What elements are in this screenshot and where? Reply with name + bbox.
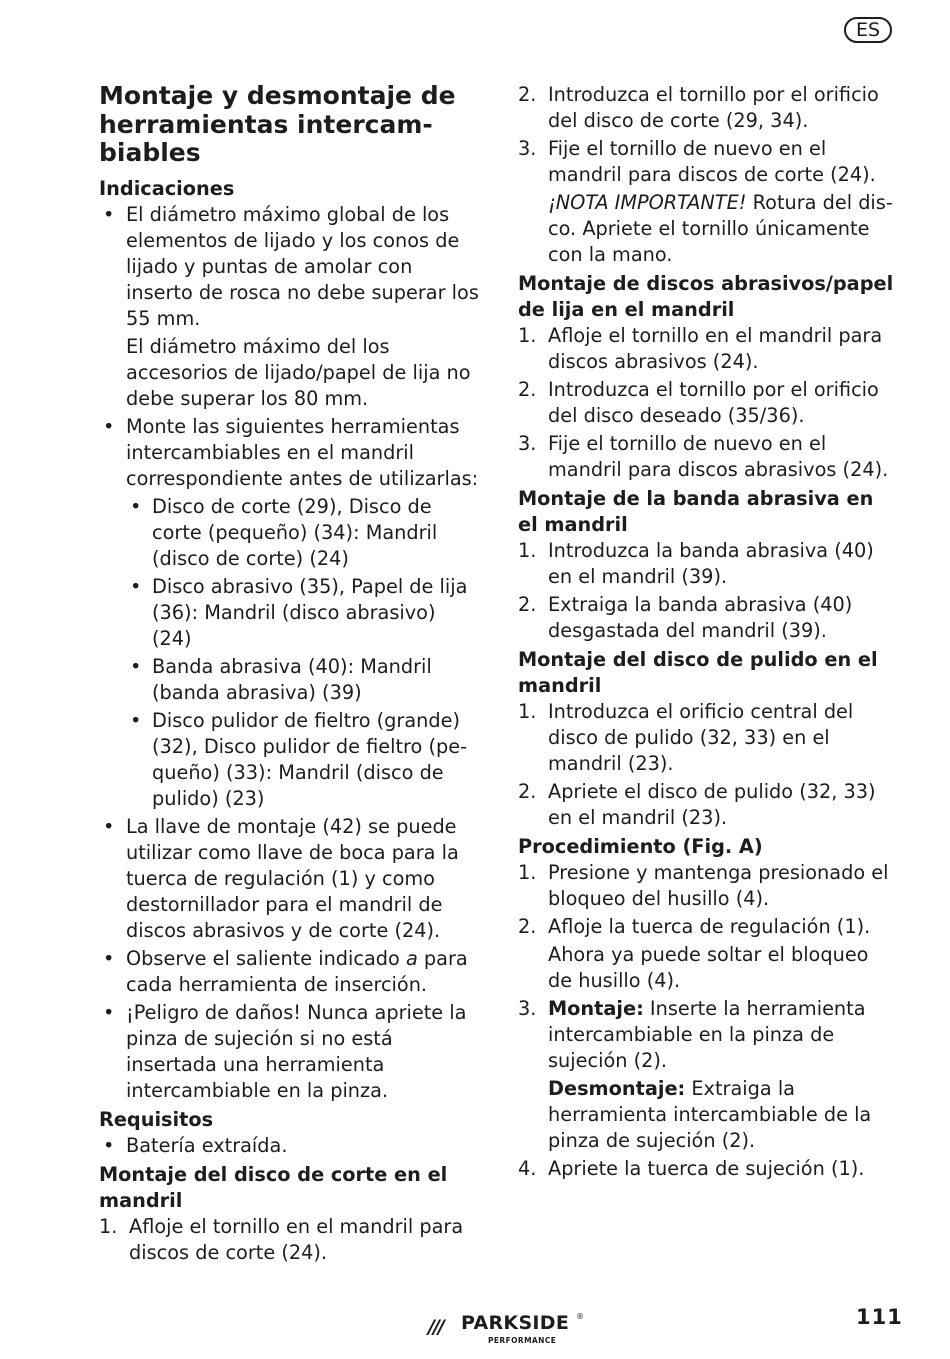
step-item: 3. Fije el tornillo de nuevo en el mandril para discos de corte (24). ¡NOTA IMPORTANTE! Rotura del disco. Apriete el tornillo únicamente con la mano.: [518, 136, 898, 268]
step-number: 1.: [518, 861, 537, 884]
step-continuation: Ahora ya puede soltar el bloqueo de husillo (4).: [548, 943, 869, 992]
step-item: 4. Apriete la tuerca de sujeción (1).: [518, 1157, 865, 1180]
list-item: • Batería extraída.: [99, 1133, 479, 1159]
list-item: • Observe el saliente indicado a para cada herramienta de inserción.: [99, 946, 479, 998]
left-column: [99, 82, 479, 1268]
abrasivos-steps: [518, 323, 898, 483]
step-item: 1. Introduzca el orificio central del disco de pulido (32, 33) en el mandril (23).: [518, 700, 854, 775]
step-number: 2.: [518, 378, 537, 401]
step-item: 2. Extraiga la banda abrasiva (40) desgastada del mandril (39).: [518, 593, 853, 642]
brand-name: PARKSIDE: [461, 1312, 570, 1334]
list-item: • Monte las siguientes herramientas intercambiables en el mandril correspondiente antes de utilizarlas: • Disco de corte (29), Disco de corte (pequeño) (34): Mandril (disco de corte) (24) • Disco abrasivo (35), Papel de lija (36): Mandril (disco abrasivo) (24) • Banda abrasiva (40): Mandril (banda abrasiva) (39) • Disco pulidor de fieltro (grande) (32), Disco pulidor de fieltro (pequeño) (33): Mandril (disco de pulido) (23): [99, 414, 479, 812]
step-number: 1.: [518, 324, 537, 347]
brand-slashes-icon: ///: [428, 1316, 443, 1338]
corte-steps: [99, 1214, 479, 1266]
page-number: 111: [856, 1305, 903, 1329]
sub-list-item: • Banda abrasiva (40): Mandril (banda abrasiva) (39): [126, 654, 479, 706]
step-number: 2.: [518, 780, 537, 803]
step-number: 4.: [518, 1157, 537, 1180]
brand-subline: PERFORMANCE: [488, 1336, 557, 1345]
montaje-label: Montaje:: [548, 997, 644, 1020]
step-item: 2. Apriete el disco de pulido (32, 33) en el mandril (23).: [518, 780, 876, 829]
language-badge: ES: [844, 17, 892, 43]
step-item: 2. Introduzca el tornillo por el orificio del disco deseado (35/36).: [518, 378, 879, 427]
banda-heading: Montaje de la banda abrasiva en el mandril: [518, 487, 874, 536]
step-number: 2.: [518, 593, 537, 616]
step-number: 3.: [518, 137, 537, 160]
parkside-logo: [428, 1312, 588, 1348]
procedimiento-steps: [518, 860, 898, 1182]
indicaciones-list: [99, 202, 479, 1104]
section-title: Montaje y desmontaje de herramientas intercambiables: [99, 81, 456, 167]
tool-mandrel-list: [126, 494, 479, 812]
step-item: 1. Afloje el tornillo en el mandril para discos abrasivos (24).: [518, 324, 883, 373]
requisitos-list: [99, 1133, 479, 1159]
procedimiento-heading: Procedimiento (Fig. A): [518, 835, 763, 858]
step-continuation: Desmontaje: Extraiga la herramienta intercambiable de la pinza de sujeción (2).: [548, 1077, 872, 1152]
step-item: 1. Presione y mantenga presionado el bloqueo del husillo (4).: [518, 861, 889, 910]
step-number: 3.: [518, 997, 537, 1020]
step-number: 2.: [518, 83, 537, 106]
corte-heading: Montaje del disco de corte en el mandril: [99, 1162, 448, 1212]
step-item: 1. Introduzca la banda abrasiva (40) en el mandril (39).: [518, 539, 874, 588]
step-number: 1.: [518, 700, 537, 723]
step-item: 3. Montaje: Inserte la herramienta intercambiable en la pinza de sujeción (2). Desmontaje: Extraiga la herramienta intercambiable de la pinza de sujeción (2).: [518, 996, 898, 1154]
protrusion-variable: a: [405, 946, 418, 970]
step-item: 2. Afloje la tuerca de regulación (1). Ahora ya puede soltar el bloqueo de husillo (4).: [518, 914, 898, 994]
list-item: • El diámetro máximo global de los elementos de lijado y los conos de lijado y puntas de amolar con inserto de rosca no debe superar los 55 mm. El diámetro máximo del los accesorios de lijado/papel de lija no debe superar los 80 mm.: [99, 202, 479, 412]
step-item: 3. Fije el tornillo de nuevo en el mandril para discos abrasivos (24).: [518, 432, 889, 481]
desmontaje-label: Desmontaje:: [548, 1077, 686, 1100]
requisitos-heading: Requisitos: [99, 1107, 214, 1131]
sub-list-item: • Disco de corte (29), Disco de corte (pequeño) (34): Mandril (disco de corte) (24): [126, 494, 479, 572]
step-item: 2. Introduzca el tornillo por el orificio del disco de corte (29, 34).: [518, 83, 879, 132]
pulido-heading: Montaje del disco de pulido en el mandril: [518, 648, 878, 697]
registered-mark: ®: [576, 1312, 584, 1321]
pulido-steps: [518, 699, 898, 831]
step-number: 3.: [518, 432, 537, 455]
abrasivos-heading: Montaje de discos abrasivos/papel de lija en el mandril: [518, 272, 894, 321]
step-number: 1.: [518, 539, 537, 562]
step-number: 1.: [99, 1214, 118, 1238]
list-item: • La llave de montaje (42) se puede utilizar como llave de boca para la tuerca de regulación (1) y como destornillador para el mandril de discos abrasivos y de corte (24).: [99, 814, 479, 944]
list-item: • ¡Peligro de daños! Nunca apriete la pinza de sujeción si no está insertada una herramienta intercambiable en la pinza.: [99, 1000, 479, 1104]
list-item-continuation: El diámetro máximo del los accesorios de lijado/papel de lija no debe superar los 80 mm.: [126, 334, 471, 410]
banda-steps: [518, 538, 898, 644]
sub-list-item: • Disco abrasivo (35), Papel de lija (36): Mandril (disco abrasivo) (24): [126, 574, 479, 652]
corte-steps-continued: [518, 82, 898, 268]
indicaciones-heading: Indicaciones: [99, 176, 235, 200]
important-note: ¡NOTA IMPORTANTE! Rotura del disco. Apriete el tornillo únicamente con la mano.: [548, 191, 893, 266]
sub-list-item: • Disco pulidor de fieltro (grande) (32), Disco pulidor de fieltro (pequeño) (33): Mandril (disco de pulido) (23): [126, 708, 479, 812]
step-number: 2.: [518, 915, 537, 938]
right-column: [518, 82, 898, 1184]
step-item: 1. Afloje el tornillo en el mandril para discos de corte (24).: [99, 1214, 464, 1264]
